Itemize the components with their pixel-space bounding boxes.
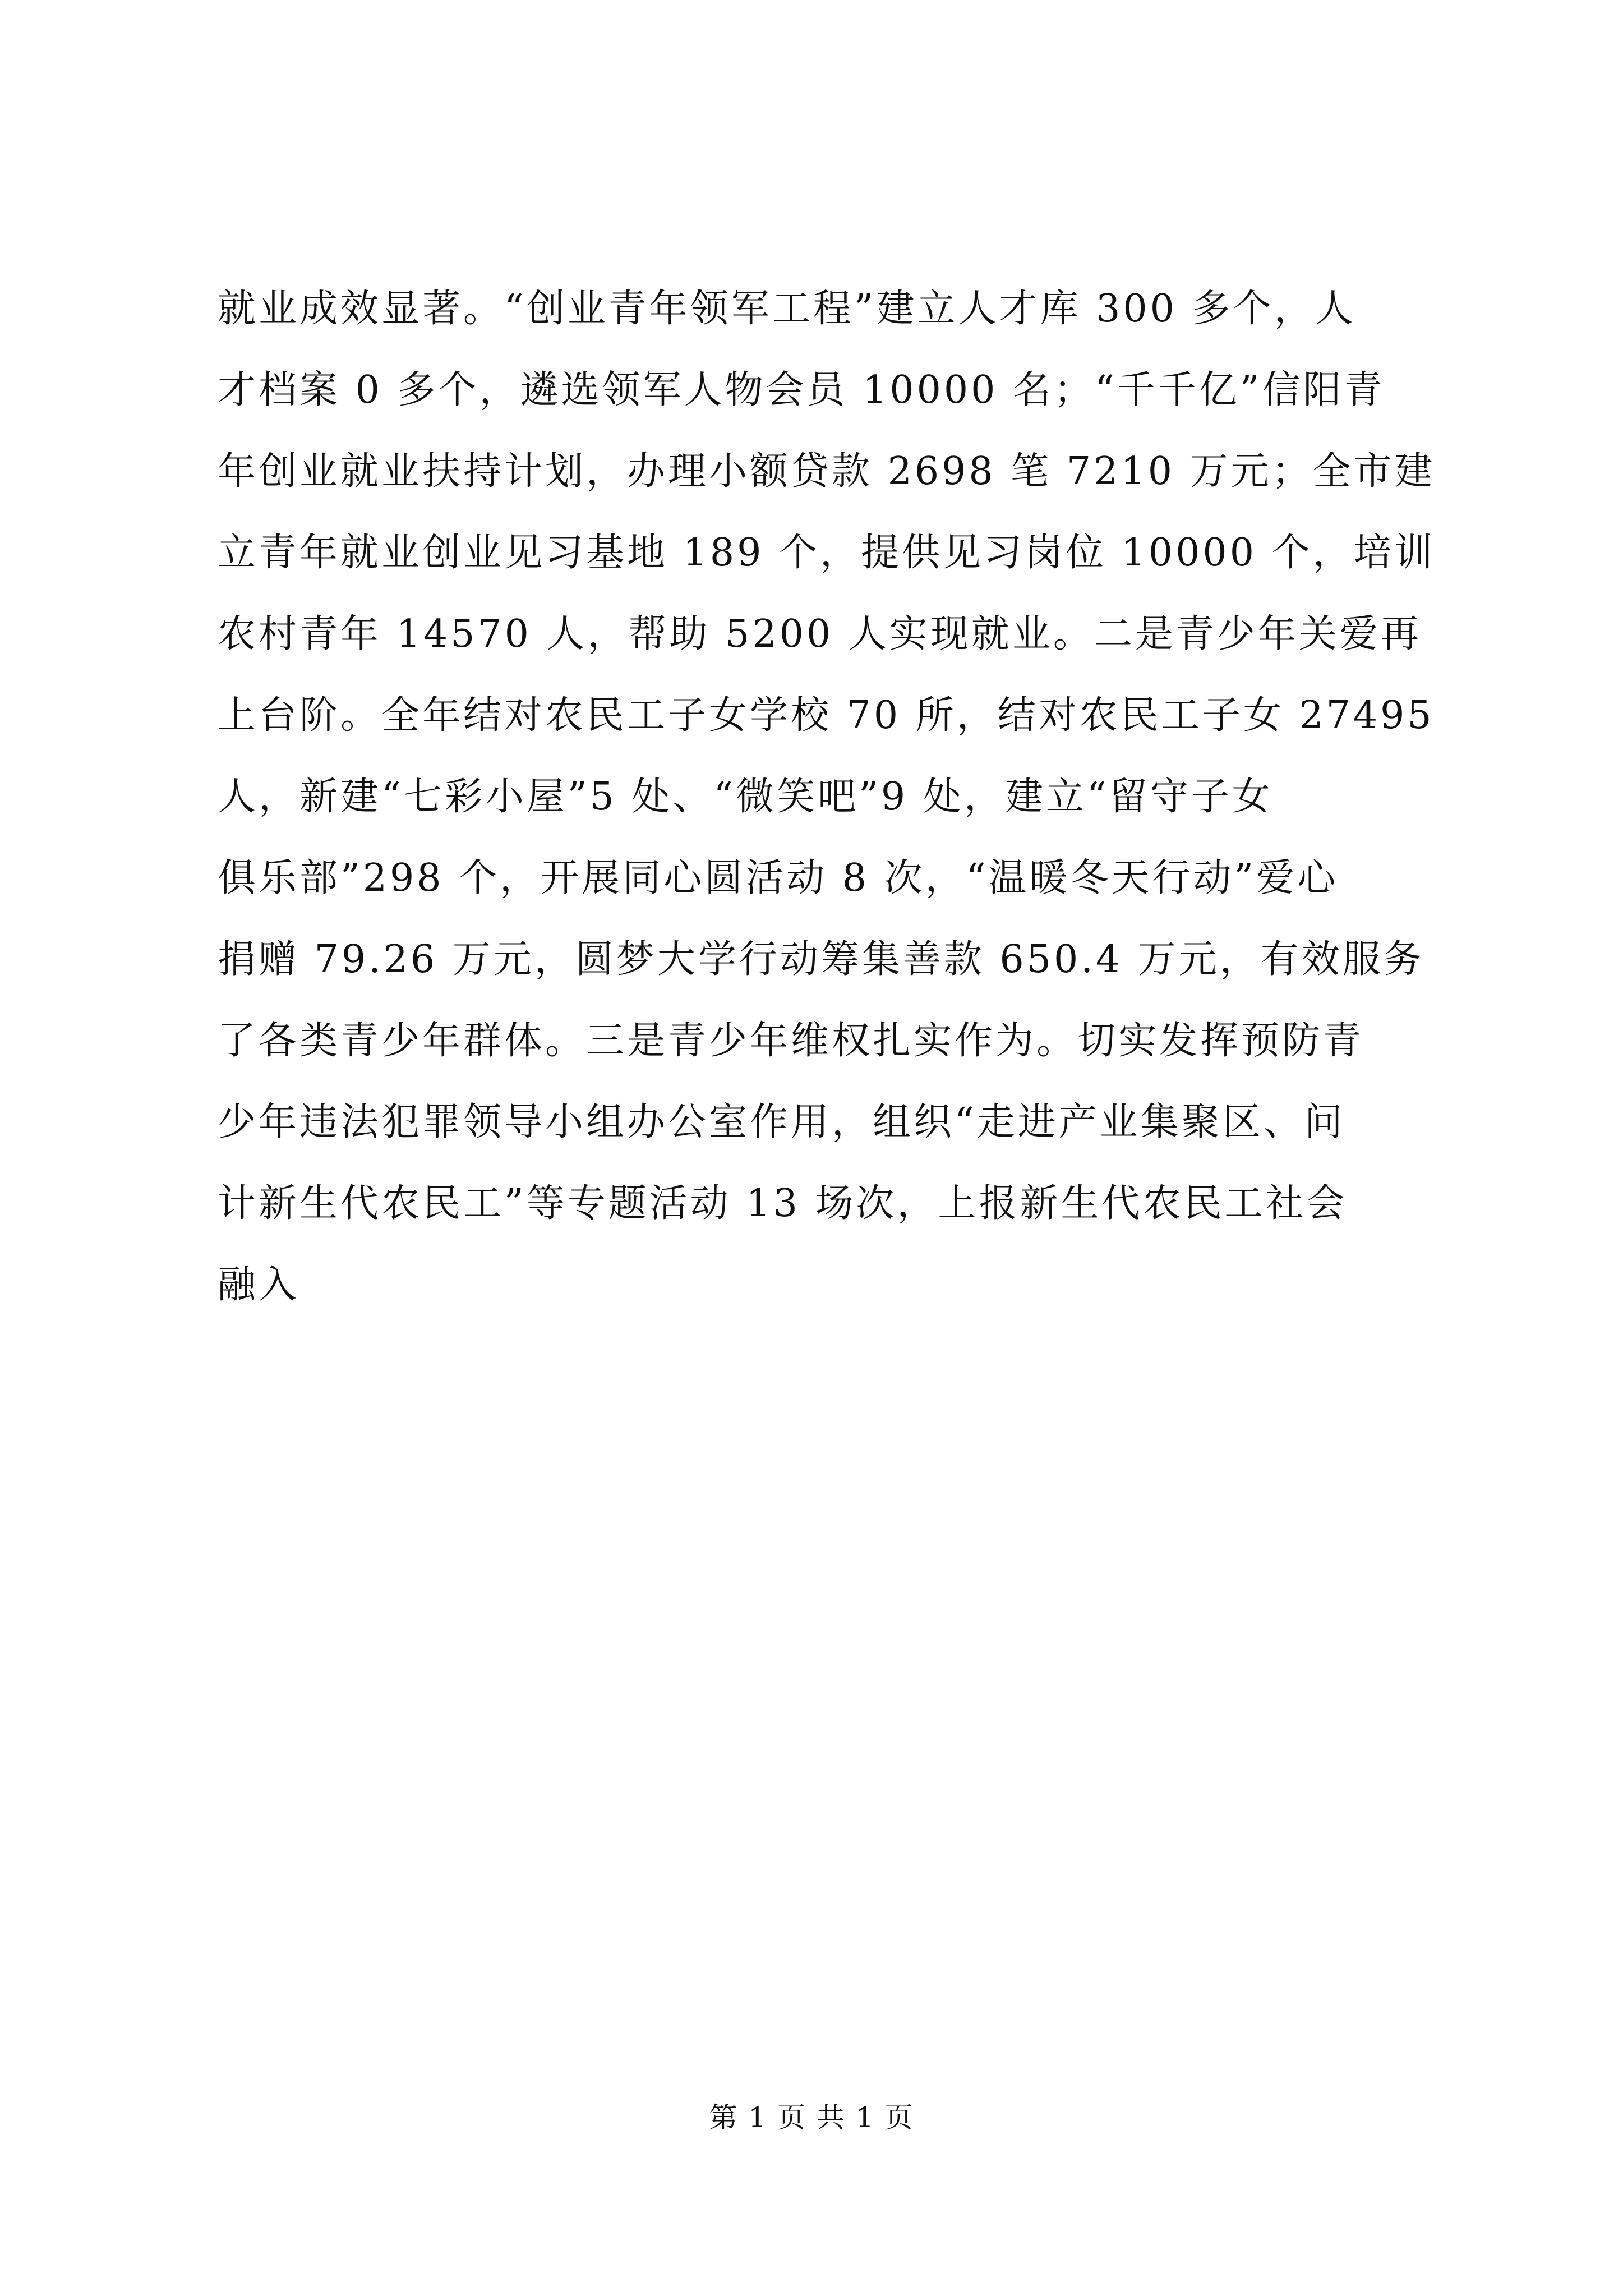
text-line: 了各类青少年群体。三是青少年维权扎实作为。切实发挥预防青 — [218, 1019, 1364, 1063]
text-line: 捐赠 79.26 万元，圆梦大学行动筹集善款 650.4 万元，有效服务 — [218, 937, 1424, 982]
page-number-label: 第 1 页 共 1 页 — [709, 2101, 914, 2134]
page-footer — [0, 2098, 1623, 2137]
text-line: 就业成效显著。“创业青年领军工程”建立人才库 300 多个，人 — [218, 287, 1356, 331]
text-line: 计新生代农民工”等专题活动 13 场次，上报新生代农民工社会 — [218, 1181, 1348, 1226]
text-line: 少年违法犯罪领导小组办公室作用，组织“走进产业集聚区、问 — [218, 1100, 1345, 1144]
text-line: 农村青年 14570 人，帮助 5200 人实现就业。二是青少年关爱再 — [218, 612, 1422, 656]
text-line: 人，新建“七彩小屋”5 处、“微笑吧”9 处，建立“留守子女 — [218, 775, 1273, 819]
text-line: 年创业就业扶持计划，办理小额贷款 2698 笔 7210 万元；全市建 — [218, 449, 1436, 494]
text-line: 才档案 0 多个，遴选领军人物会员 10000 名；“千千亿”信阳青 — [218, 368, 1385, 412]
text-line: 融入 — [218, 1263, 300, 1307]
text-line: 俱乐部”298 个，开展同心圆活动 8 次，“温暖冬天行动”爱心 — [218, 856, 1339, 900]
body-paragraph — [218, 268, 1436, 1326]
text-line: 立青年就业创业见习基地 189 个，提供见习岗位 10000 个，培训 — [218, 531, 1436, 575]
text-line: 上台阶。全年结对农民工子女学校 70 所，结对农民工子女 27495 — [218, 693, 1435, 738]
